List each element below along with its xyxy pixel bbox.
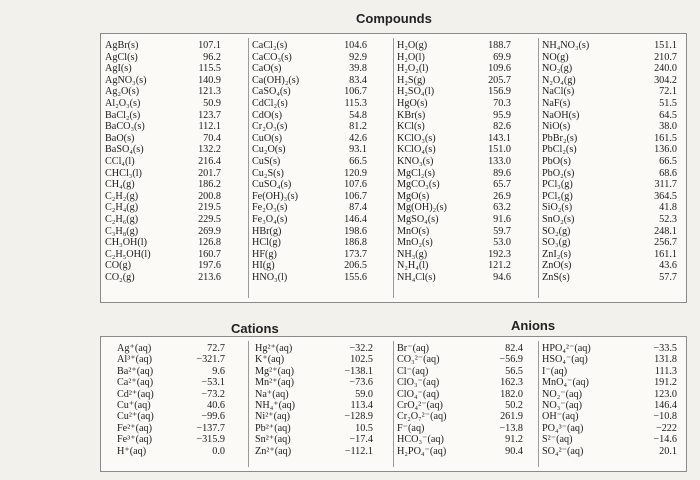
species-formula: SiO₂(s) xyxy=(542,202,573,214)
entropy-value: 126.8 xyxy=(198,237,221,249)
entropy-value: 51.5 xyxy=(659,97,677,109)
species-formula: K⁺(aq) xyxy=(255,354,285,366)
entropy-value: −10.8 xyxy=(653,411,677,423)
species-formula: H₂O(g) xyxy=(397,40,428,51)
entropy-value: 229.5 xyxy=(198,213,221,225)
entropy-value: 123.0 xyxy=(654,388,677,400)
species-formula: C₂H₆(g) xyxy=(105,213,139,225)
anions-col-2-values xyxy=(619,343,677,457)
species-formula: Fe₃O₄(s) xyxy=(252,213,288,225)
entropy-value: −32.2 xyxy=(349,343,373,354)
species-formula: Cl⁻(aq) xyxy=(397,365,429,377)
species-formula: HPO₄²⁻(aq) xyxy=(542,343,591,354)
species-formula: H₂SO₄(l) xyxy=(397,86,435,98)
species-formula: CO(g) xyxy=(105,260,132,272)
entropy-value: 186.2 xyxy=(198,179,221,191)
entropy-value: 206.5 xyxy=(344,260,367,272)
entropy-value: 210.7 xyxy=(654,51,677,63)
entropy-value: 261.9 xyxy=(500,411,523,423)
species-formula: SO₃(g) xyxy=(542,237,571,249)
species-formula: N₂H₄(l) xyxy=(397,260,429,272)
entropy-value: 200.8 xyxy=(198,190,221,202)
entropy-value: 82.6 xyxy=(493,121,511,133)
entropy-value: 57.7 xyxy=(659,271,677,283)
species-formula: SO₂(g) xyxy=(542,225,571,237)
entropy-value: 59.7 xyxy=(493,225,511,237)
cations-col-1-formulas xyxy=(117,343,187,457)
species-formula: CO₃²⁻(aq) xyxy=(397,354,440,366)
entropy-value: 188.7 xyxy=(488,40,511,51)
species-formula: Cu₂S(s) xyxy=(252,167,284,179)
entropy-value: 106.7 xyxy=(344,86,367,98)
species-formula: PCl₃(g) xyxy=(542,179,573,191)
entropy-value: 146.4 xyxy=(344,213,367,225)
entropy-value: 81.2 xyxy=(349,121,367,133)
species-formula: Pb²⁺(aq) xyxy=(255,422,291,434)
species-formula: AgCl(s) xyxy=(105,51,138,63)
entropy-value: −73.6 xyxy=(349,377,373,389)
species-formula: Mn²⁺(aq) xyxy=(255,377,294,389)
species-formula: CrO₄²⁻(aq) xyxy=(397,399,443,411)
species-formula: PbCl₂(s) xyxy=(542,144,577,156)
species-formula: Ag⁺(aq) xyxy=(117,343,152,354)
species-formula: AgI(s) xyxy=(105,63,132,75)
species-formula: Cu⁺(aq) xyxy=(117,399,151,411)
species-formula: BaCl₂(s) xyxy=(105,109,141,121)
entropy-value: 107.6 xyxy=(344,179,367,191)
cations-col-2-formulas xyxy=(255,343,327,457)
entropy-value: 198.6 xyxy=(344,225,367,237)
entropy-value: −128.9 xyxy=(344,411,373,423)
species-formula: ClO₄⁻(aq) xyxy=(397,388,440,400)
entropy-value: 113.4 xyxy=(350,399,373,411)
entropy-value: 201.7 xyxy=(198,167,221,179)
species-formula: BaO(s) xyxy=(105,132,135,144)
entropy-value: 91.2 xyxy=(505,434,523,446)
anions-col-1-values xyxy=(477,343,523,457)
species-formula: HF(g) xyxy=(252,248,277,260)
species-formula: ZnI₂(s) xyxy=(542,248,572,260)
species-formula: MgCl₂(s) xyxy=(397,167,436,179)
entropy-value: 106.7 xyxy=(344,190,367,202)
compounds-col-2-values xyxy=(329,40,367,283)
entropy-value: 9.6 xyxy=(212,365,225,377)
species-formula: CdCl₂(s) xyxy=(252,97,288,109)
species-formula: CaCl₂(s) xyxy=(252,40,288,51)
species-formula: PbO₂(s) xyxy=(542,167,575,179)
species-formula: Br⁻(aq) xyxy=(397,343,429,354)
compounds-title: Compounds xyxy=(356,11,432,26)
species-formula: OH⁻(aq) xyxy=(542,411,579,423)
species-formula: Mg²⁺(aq) xyxy=(255,365,294,377)
species-formula: PO₄³⁻(aq) xyxy=(542,422,584,434)
species-formula: HCl(g) xyxy=(252,237,281,249)
entropy-value: 68.6 xyxy=(659,167,677,179)
entropy-value: 120.9 xyxy=(344,167,367,179)
compounds-col-4-formulas xyxy=(542,40,624,283)
entropy-value: 191.2 xyxy=(654,377,677,389)
entropy-value: 66.5 xyxy=(349,155,367,167)
species-formula: Fe³⁺(aq) xyxy=(117,434,153,446)
entropy-value: 52.3 xyxy=(659,213,677,225)
entropy-value: 123.7 xyxy=(198,109,221,121)
entropy-value: −99.6 xyxy=(201,411,225,423)
entropy-value: 197.6 xyxy=(198,260,221,272)
species-formula: HBr(g) xyxy=(252,225,282,237)
species-formula: CHCl₃(l) xyxy=(105,167,142,179)
entropy-value: 219.5 xyxy=(198,202,221,214)
species-formula: Cu²⁺(aq) xyxy=(117,411,154,423)
species-formula: ClO₃⁻(aq) xyxy=(397,377,440,389)
cations-col-1-values xyxy=(185,343,225,457)
species-formula: CaO(s) xyxy=(252,63,282,75)
species-formula: Fe₂O₃(s) xyxy=(252,202,288,214)
species-formula: C₂H₄(g) xyxy=(105,202,139,214)
entropy-value: 161.1 xyxy=(654,248,677,260)
entropy-value: 109.6 xyxy=(488,63,511,75)
species-formula: S²⁻(aq) xyxy=(542,434,573,446)
species-formula: Ca(OH)₂(s) xyxy=(252,74,300,86)
species-formula: NO₂(g) xyxy=(542,63,573,75)
species-formula: H₂O(l) xyxy=(397,51,425,63)
species-formula: Ni²⁺(aq) xyxy=(255,411,291,423)
species-formula: KCl(s) xyxy=(397,121,425,133)
species-formula: NO₃⁻(aq) xyxy=(542,399,583,411)
entropy-value: 54.8 xyxy=(349,109,367,121)
entropy-value: 41.8 xyxy=(659,202,677,214)
species-formula: NiO(s) xyxy=(542,121,571,133)
entropy-value: 10.5 xyxy=(355,422,373,434)
species-formula: Fe²⁺(aq) xyxy=(117,422,153,434)
anions-col-1-formulas xyxy=(397,343,477,457)
entropy-value: 89.6 xyxy=(493,167,511,179)
entropy-value: 42.6 xyxy=(349,132,367,144)
species-formula: N₂O₄(g) xyxy=(542,74,576,86)
entropy-value: 121.2 xyxy=(488,260,511,272)
species-formula: CO₂(g) xyxy=(105,271,135,283)
entropy-value: 64.5 xyxy=(659,109,677,121)
entropy-value: 162.3 xyxy=(500,377,523,389)
species-formula: BaSO₄(s) xyxy=(105,144,144,156)
species-formula: NO(g) xyxy=(542,51,569,63)
compounds-col-4-values xyxy=(619,40,677,283)
entropy-value: 70.4 xyxy=(203,132,221,144)
species-formula: PbO(s) xyxy=(542,155,571,167)
species-formula: NH₃(g) xyxy=(397,248,428,260)
species-formula: Ag₂O(s) xyxy=(105,86,140,98)
entropy-value: −315.9 xyxy=(196,434,225,446)
entropy-value: 173.7 xyxy=(344,248,367,260)
species-formula: NH₄Cl(s) xyxy=(397,271,436,283)
species-formula: Ca²⁺(aq) xyxy=(117,377,154,389)
species-formula: H₂PO₄⁻(aq) xyxy=(397,445,447,457)
compounds-table xyxy=(100,33,687,303)
species-formula: Al₂O₃(s) xyxy=(105,97,141,109)
species-formula: PCl₅(g) xyxy=(542,190,573,202)
entropy-value: 140.9 xyxy=(198,74,221,86)
species-formula: Cr₂O₃(s) xyxy=(252,121,288,133)
entropy-value: 213.6 xyxy=(198,271,221,283)
entropy-value: −112.1 xyxy=(344,445,373,457)
species-formula: CH₄(g) xyxy=(105,179,135,191)
species-formula: Fe(OH)₃(s) xyxy=(252,190,298,202)
species-formula: MnO(s) xyxy=(397,225,430,237)
species-formula: HNO₃(l) xyxy=(252,271,288,283)
entropy-value: 50.9 xyxy=(203,97,221,109)
entropy-value: 186.8 xyxy=(344,237,367,249)
species-formula: HSO₄⁻(aq) xyxy=(542,354,588,366)
entropy-value: 0.0 xyxy=(212,445,225,457)
species-formula: MgO(s) xyxy=(397,190,430,202)
entropy-value: −321.7 xyxy=(196,354,225,366)
species-formula: CuS(s) xyxy=(252,155,281,167)
species-formula: H⁺(aq) xyxy=(117,445,147,457)
species-formula: ZnO(s) xyxy=(542,260,572,272)
species-formula: C₂H₂(g) xyxy=(105,190,139,202)
entropy-value: 311.7 xyxy=(654,179,677,191)
entropy-value: 20.1 xyxy=(659,445,677,457)
species-formula: C₂H₅OH(l) xyxy=(105,248,151,260)
entropy-value: 39.8 xyxy=(349,63,367,75)
entropy-value: 133.0 xyxy=(488,155,511,167)
species-formula: CaCO₃(s) xyxy=(252,51,292,63)
entropy-value: 69.9 xyxy=(493,51,511,63)
species-formula: AgBr(s) xyxy=(105,40,139,51)
species-formula: KClO₄(s) xyxy=(397,144,436,156)
entropy-value: −56.9 xyxy=(499,354,523,366)
entropy-value: 151.0 xyxy=(488,144,511,156)
species-formula: Ba²⁺(aq) xyxy=(117,365,154,377)
species-formula: HgO(s) xyxy=(397,97,428,109)
entropy-value: 146.4 xyxy=(654,399,677,411)
species-formula: Na⁺(aq) xyxy=(255,388,289,400)
entropy-value: 155.6 xyxy=(344,271,367,283)
ions-table xyxy=(100,336,687,472)
entropy-value: 107.1 xyxy=(198,40,221,51)
species-formula: C₃H₈(g) xyxy=(105,225,139,237)
entropy-value: 72.7 xyxy=(207,343,225,354)
entropy-value: 72.1 xyxy=(659,86,677,98)
entropy-value: 161.5 xyxy=(654,132,677,144)
entropy-value: 93.1 xyxy=(349,144,367,156)
species-formula: CaSO₄(s) xyxy=(252,86,291,98)
species-formula: SnO₂(s) xyxy=(542,213,575,225)
entropy-value: −14.6 xyxy=(653,434,677,446)
entropy-value: 95.9 xyxy=(493,109,511,121)
species-formula: ZnS(s) xyxy=(542,271,570,283)
entropy-value: 66.5 xyxy=(659,155,677,167)
entropy-value: −137.7 xyxy=(196,422,225,434)
species-formula: CuSO₄(s) xyxy=(252,179,292,191)
entropy-value: 111.3 xyxy=(654,365,677,377)
entropy-value: 59.0 xyxy=(355,388,373,400)
entropy-value: 94.6 xyxy=(493,271,511,283)
entropy-value: 91.6 xyxy=(493,213,511,225)
species-formula: H₂S(g) xyxy=(397,74,426,86)
compounds-col-3-values xyxy=(473,40,511,283)
species-formula: I⁻(aq) xyxy=(542,365,568,377)
entropy-value: −13.8 xyxy=(499,422,523,434)
entropy-value: 136.0 xyxy=(654,144,677,156)
entropy-value: −17.4 xyxy=(349,434,373,446)
entropy-value: 65.7 xyxy=(493,179,511,191)
entropy-value: 26.9 xyxy=(493,190,511,202)
species-formula: F⁻(aq) xyxy=(397,422,425,434)
entropy-value: 269.9 xyxy=(198,225,221,237)
entropy-value: 38.0 xyxy=(659,121,677,133)
entropy-value: 216.4 xyxy=(198,155,221,167)
species-formula: MgCO₃(s) xyxy=(397,179,440,191)
species-formula: NaF(s) xyxy=(542,97,571,109)
entropy-value: 56.5 xyxy=(505,365,523,377)
species-formula: Al³⁺(aq) xyxy=(117,354,153,366)
species-formula: H₂O₂(l) xyxy=(397,63,429,75)
entropy-value: 115.3 xyxy=(344,97,367,109)
compounds-col-2-formulas xyxy=(252,40,330,283)
entropy-value: 92.9 xyxy=(349,51,367,63)
entropy-value: 248.1 xyxy=(654,225,677,237)
species-formula: HI(g) xyxy=(252,260,275,272)
entropy-value: 82.4 xyxy=(505,343,523,354)
species-formula: Cd²⁺(aq) xyxy=(117,388,154,400)
entropy-value: 151.1 xyxy=(654,40,677,51)
entropy-value: 132.2 xyxy=(198,144,221,156)
entropy-value: 87.4 xyxy=(349,202,367,214)
entropy-value: 43.6 xyxy=(659,260,677,272)
species-formula: CdO(s) xyxy=(252,109,282,121)
entropy-value: 131.8 xyxy=(654,354,677,366)
species-formula: KBr(s) xyxy=(397,109,426,121)
entropy-value: 115.5 xyxy=(198,63,221,75)
entropy-value: 121.3 xyxy=(198,86,221,98)
species-formula: BaCO₃(s) xyxy=(105,121,145,133)
species-formula: Hg²⁺(aq) xyxy=(255,343,293,354)
species-formula: NH₄⁺(aq) xyxy=(255,399,296,411)
entropy-value: −53.1 xyxy=(201,377,225,389)
species-formula: Mg(OH)₂(s) xyxy=(397,202,447,214)
entropy-value: 156.9 xyxy=(488,86,511,98)
entropy-value: 50.2 xyxy=(505,399,523,411)
cations-title: Cations xyxy=(231,321,279,336)
entropy-value: 53.0 xyxy=(493,237,511,249)
entropy-value: 102.5 xyxy=(350,354,373,366)
entropy-value: 205.7 xyxy=(488,74,511,86)
entropy-value: 143.1 xyxy=(488,132,511,144)
entropy-value: 63.2 xyxy=(493,202,511,214)
species-formula: AgNO₃(s) xyxy=(105,74,147,86)
entropy-value: −138.1 xyxy=(344,365,373,377)
species-formula: MgSO₄(s) xyxy=(397,213,439,225)
species-formula: HCO₃⁻(aq) xyxy=(397,434,444,446)
species-formula: Cu₂O(s) xyxy=(252,144,286,156)
species-formula: Cr₂O₇²⁻(aq) xyxy=(397,411,447,423)
species-formula: MnO₄⁻(aq) xyxy=(542,377,589,389)
species-formula: KNO₃(s) xyxy=(397,155,434,167)
entropy-value: 104.6 xyxy=(344,40,367,51)
anions-col-2-formulas xyxy=(542,343,624,457)
entropy-value: 192.3 xyxy=(488,248,511,260)
compounds-col-1-formulas xyxy=(105,40,189,283)
entropy-value: −33.5 xyxy=(653,343,677,354)
entropy-value: −73.2 xyxy=(201,388,225,400)
entropy-value: 240.0 xyxy=(654,63,677,75)
species-formula: NO₂⁻(aq) xyxy=(542,388,583,400)
species-formula: PbBr₂(s) xyxy=(542,132,578,144)
entropy-value: 256.7 xyxy=(654,237,677,249)
species-formula: SO₄²⁻(aq) xyxy=(542,445,584,457)
entropy-value: 70.3 xyxy=(493,97,511,109)
entropy-value: 83.4 xyxy=(349,74,367,86)
entropy-value: 40.6 xyxy=(207,399,225,411)
species-formula: NaOH(s) xyxy=(542,109,580,121)
species-formula: MnO₂(s) xyxy=(397,237,433,249)
entropy-value: 90.4 xyxy=(505,445,523,457)
species-formula: NH₄NO₃(s) xyxy=(542,40,590,51)
entropy-value: 304.2 xyxy=(654,74,677,86)
species-formula: CCl₄(l) xyxy=(105,155,135,167)
anions-title: Anions xyxy=(511,318,556,333)
species-formula: CH₃OH(l) xyxy=(105,237,148,249)
entropy-value: 364.5 xyxy=(654,190,677,202)
entropy-value: −222 xyxy=(655,422,677,434)
cations-col-2-values xyxy=(327,343,373,457)
species-formula: CuO(s) xyxy=(252,132,282,144)
entropy-value: 182.0 xyxy=(500,388,523,400)
species-formula: Sn²⁺(aq) xyxy=(255,434,291,446)
species-formula: Zn²⁺(aq) xyxy=(255,445,292,457)
compounds-col-3-formulas xyxy=(397,40,477,283)
entropy-value: 112.1 xyxy=(198,121,221,133)
species-formula: KClO₃(s) xyxy=(397,132,436,144)
compounds-col-1-values xyxy=(181,40,221,283)
entropy-value: 160.7 xyxy=(198,248,221,260)
species-formula: NaCl(s) xyxy=(542,86,575,98)
entropy-value: 96.2 xyxy=(203,51,221,63)
